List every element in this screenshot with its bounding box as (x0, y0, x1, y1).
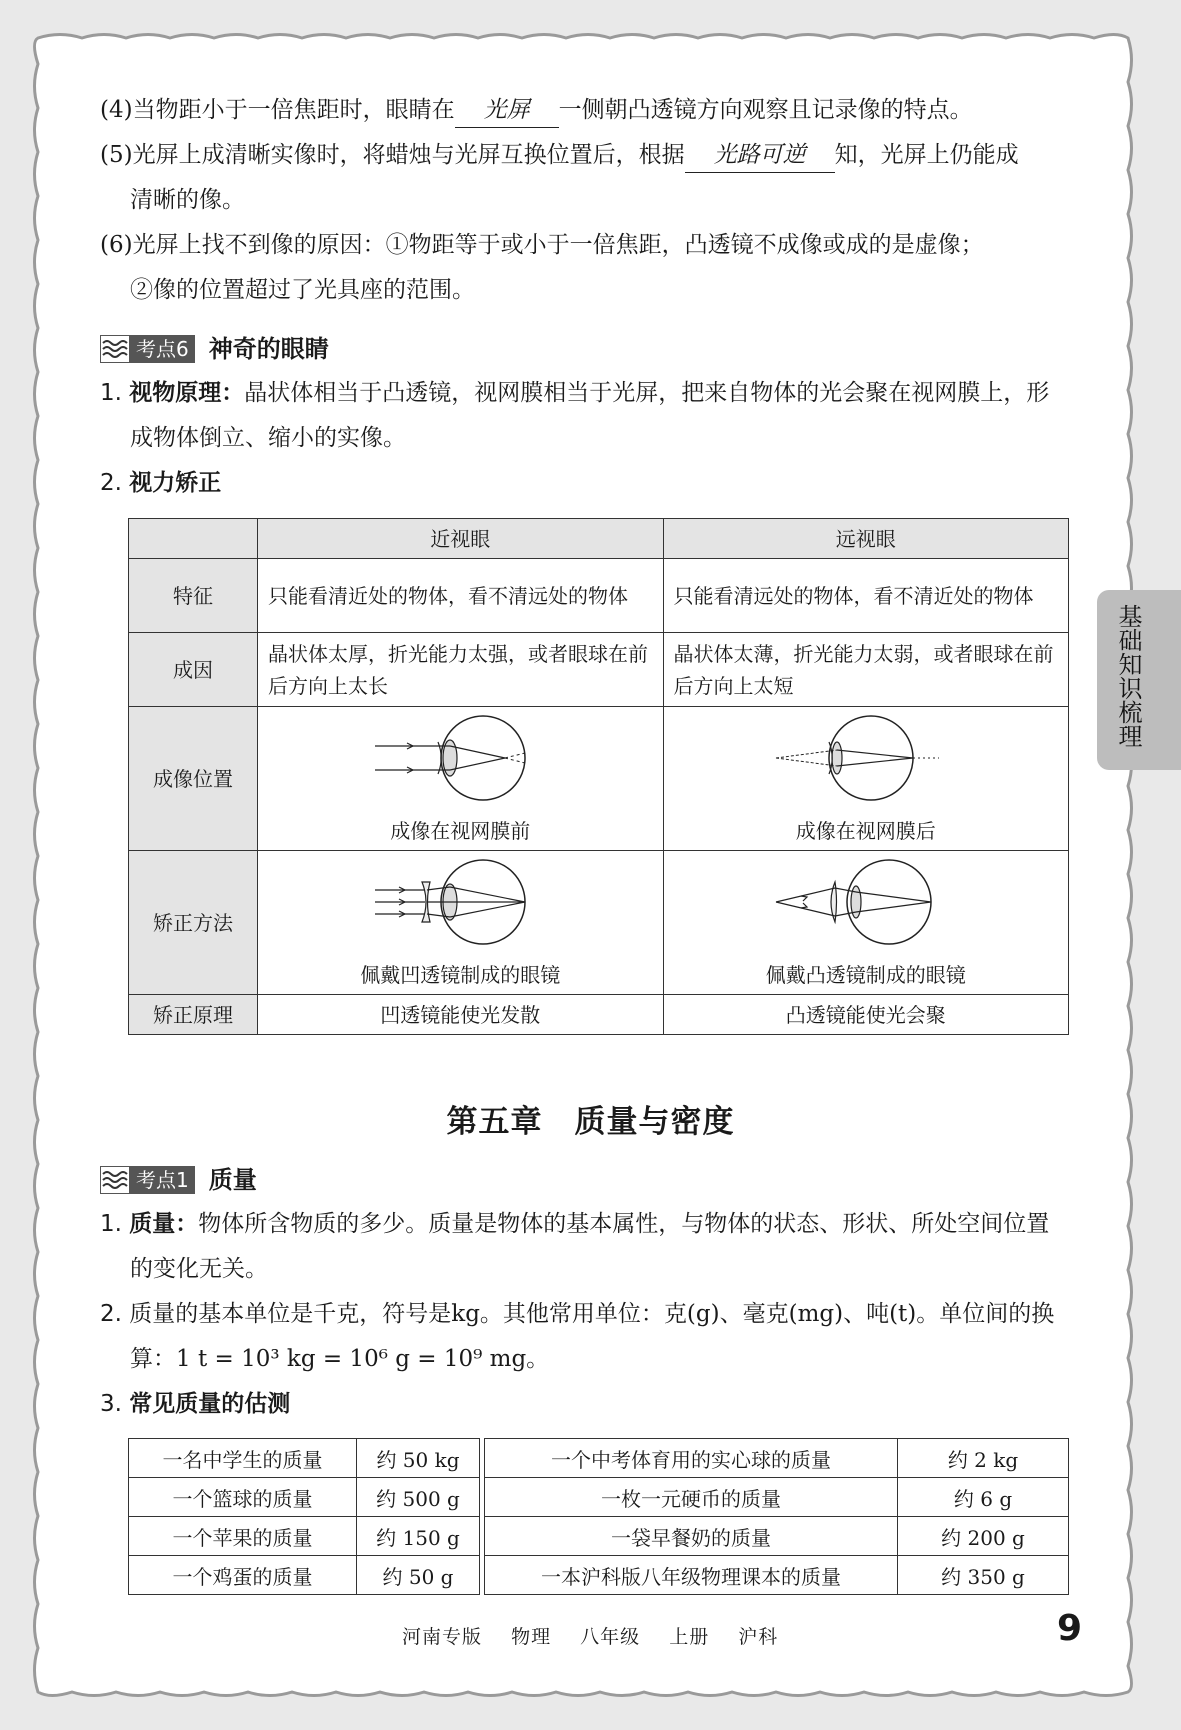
table-cell: 一本沪科版八年级物理课本的质量 (485, 1556, 898, 1595)
figure-caption: 成像在视网膜后 (795, 819, 936, 843)
figure-caption: 佩戴凹透镜制成的眼镜 (360, 963, 561, 987)
col-header-far: 远视眼 (663, 519, 1069, 559)
kaodian-6-heading (100, 327, 1080, 371)
table-row (129, 1478, 1069, 1517)
table-cell: 约 50 kg (357, 1439, 480, 1478)
wave-icon (100, 1166, 130, 1194)
table-cell: 晶状体太厚，折光能力太强，或者眼球在前后方向上太长 (258, 633, 664, 707)
intro-p5: (5)光屏上成清晰实像时，将蜡烛与光屏互换位置后，根据 光路可逆 知，光屏上仍能成 (100, 133, 1080, 178)
kd1-item2: 2. 质量的基本单位是千克，符号是kg。其他常用单位：克(g)、毫克(mg)、吨(t)。单位间的换 (100, 1301, 1055, 1327)
col-header-near: 近视眼 (258, 519, 664, 559)
table-cell: 一个中考体育用的实心球的质量 (485, 1439, 898, 1478)
vision-correction-table (128, 518, 1069, 1035)
concave-lens-correction-diagram (365, 856, 555, 952)
row-header: 矫正方法 (129, 851, 258, 995)
intro-p6-cont: ②像的位置超过了光具座的范围。 (130, 277, 475, 303)
kaodian-title: 质量 (208, 1165, 257, 1194)
table-row (129, 1439, 1069, 1478)
intro-p5-cont: 清晰的像。 (130, 187, 245, 213)
table-cell: 晶状体太薄，折光能力太弱，或者眼球在前后方向上太短 (663, 633, 1069, 707)
table-cell-figure (663, 851, 1069, 995)
row-header: 成像位置 (129, 707, 258, 851)
convex-lens-correction-diagram (771, 856, 961, 952)
table-row (129, 1556, 1069, 1595)
table-cell: 约 150 g (357, 1517, 480, 1556)
figure-caption: 佩戴凸透镜制成的眼镜 (765, 963, 966, 987)
table-cell: 一个鸡蛋的质量 (129, 1556, 357, 1595)
kaodian-title: 神奇的眼睛 (208, 334, 329, 363)
table-cell-figure (258, 851, 664, 995)
chapter-title: 第五章 质量与密度 (446, 1104, 735, 1140)
table-cell: 一袋早餐奶的质量 (485, 1517, 898, 1556)
kd1-item1: 1. 质量：物体所含物质的多少。质量是物体的基本属性，与物体的状态、形状、所处空间位置 (100, 1211, 1050, 1237)
table-cell: 凸透镜能使光会聚 (663, 995, 1069, 1035)
page-number: 9 (1057, 1608, 1083, 1649)
kd6-item1: 1. 视物原理：晶状体相当于凸透镜，视网膜相当于光屏，把来自物体的光会聚在视网膜上，形 (100, 380, 1050, 406)
table-cell: 约 350 g (898, 1556, 1069, 1595)
row-header: 特征 (129, 559, 258, 633)
wave-icon (100, 335, 130, 363)
hyperopia-eye-diagram (771, 712, 961, 808)
kd1-item2-cont: 算：1 t = 10³ kg = 10⁶ g = 10⁹ mg。 (130, 1346, 550, 1372)
kd1-item3: 3. 常见质量的估测 (100, 1391, 291, 1417)
row-header: 成因 (129, 633, 258, 707)
page-footer: 河南专版 物理 八年级 上册 沪科 (402, 1626, 779, 1648)
figure-caption: 成像在视网膜前 (390, 819, 531, 843)
table-cell: 约 2 kg (898, 1439, 1069, 1478)
main-content (100, 88, 1080, 506)
table-cell: 约 200 g (898, 1517, 1069, 1556)
myopia-eye-diagram (365, 712, 555, 808)
table-cell: 只能看清远处的物体，看不清近处的物体 (663, 559, 1069, 633)
kd1-content (100, 1158, 1080, 1427)
table-cell: 只能看清近处的物体，看不清远处的物体 (258, 559, 664, 633)
table-cell: 约 6 g (898, 1478, 1069, 1517)
table-cell-figure (258, 707, 664, 851)
kd6-item1-cont: 成物体倒立、缩小的实像。 (130, 425, 406, 451)
row-header: 矫正原理 (129, 995, 258, 1035)
table-cell-figure (663, 707, 1069, 851)
kaodian-badge: 考点1 (100, 1166, 195, 1194)
answer-blank: 光屏 (455, 93, 559, 128)
table-cell: 一枚一元硬币的质量 (485, 1478, 898, 1517)
table-cell: 一个苹果的质量 (129, 1517, 357, 1556)
table-cell: 一个篮球的质量 (129, 1478, 357, 1517)
mass-estimation-table (128, 1438, 1069, 1595)
intro-p6: (6)光屏上找不到像的原因：①物距等于或小于一倍焦距，凸透镜不成像或成的是虚像； (100, 232, 984, 258)
table-cell: 凹透镜能使光发散 (258, 995, 664, 1035)
kaodian-badge: 考点6 (100, 335, 195, 363)
table-cell: 约 50 g (357, 1556, 480, 1595)
kaodian-1-heading (100, 1158, 1080, 1202)
intro-p4: (4)当物距小于一倍焦距时，眼睛在 光屏 一侧朝凸透镜方向观察且记录像的特点。 (100, 88, 1080, 133)
kd1-item1-cont: 的变化无关。 (130, 1256, 268, 1282)
answer-blank: 光路可逆 (685, 138, 835, 173)
table-row (129, 1517, 1069, 1556)
table-corner (129, 519, 258, 559)
table-cell: 一名中学生的质量 (129, 1439, 357, 1478)
kd6-item2: 2. 视力矫正 (100, 470, 222, 496)
table-cell: 约 500 g (357, 1478, 480, 1517)
section-side-tab: 基础知识梳理 (1097, 590, 1181, 770)
